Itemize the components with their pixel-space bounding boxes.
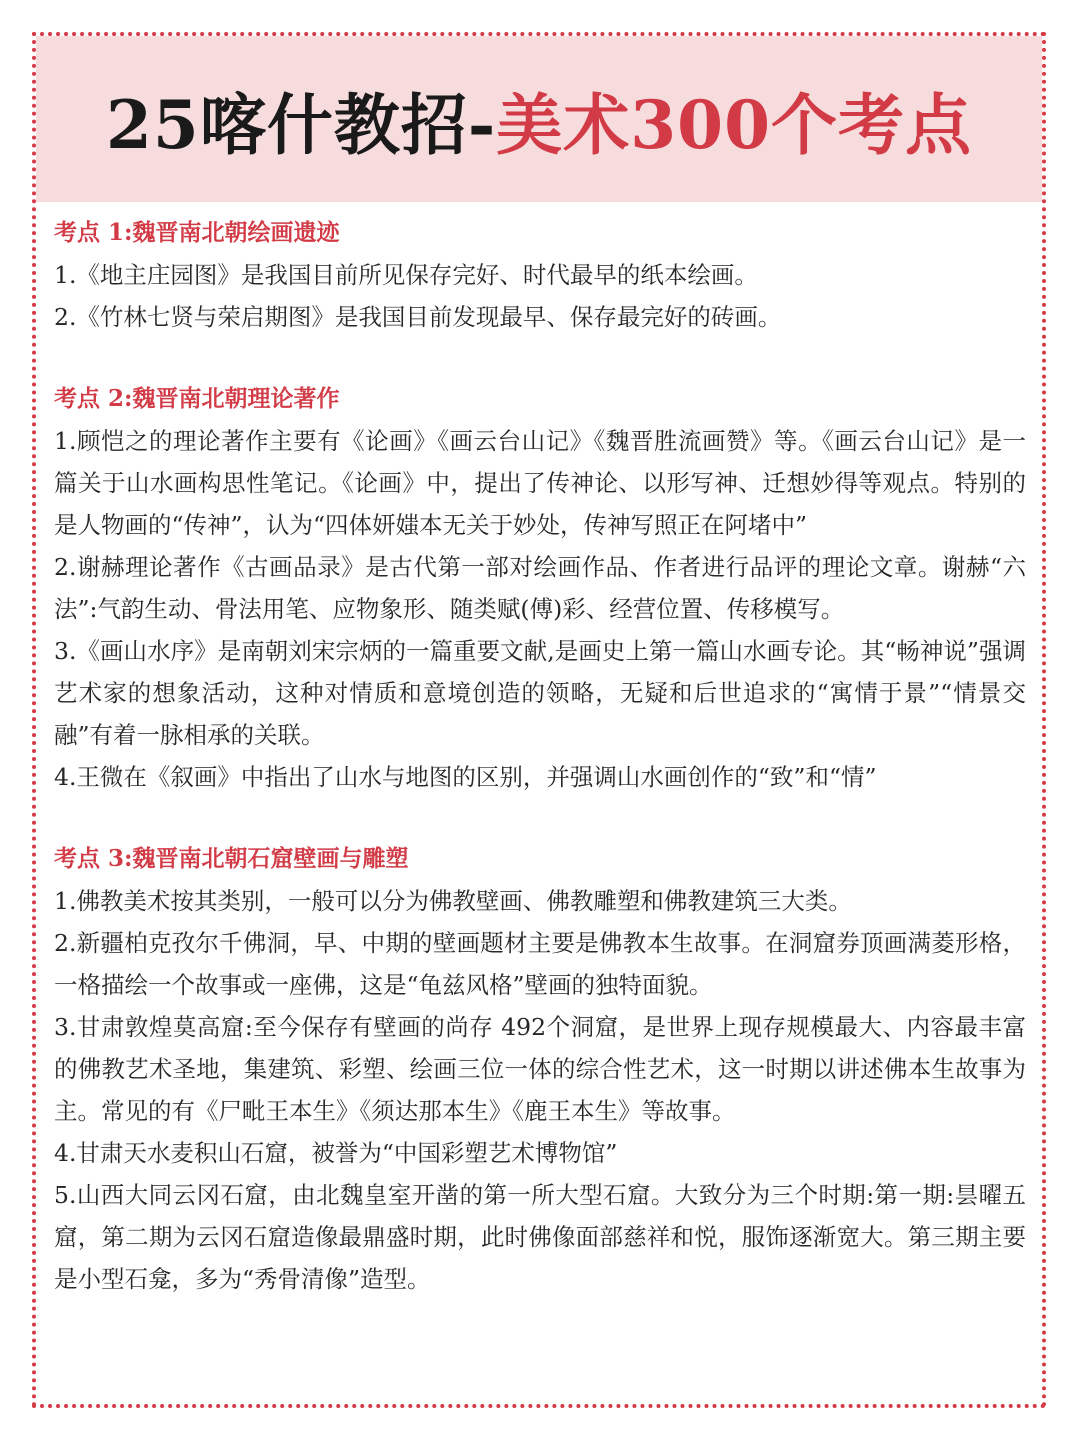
section-paragraph: 1.佛教美术按其类别，一般可以分为佛教壁画、佛教雕塑和佛教建筑三大类。 xyxy=(54,887,852,915)
title-banner xyxy=(36,36,1042,202)
content-body xyxy=(54,212,1026,1340)
section-paragraph: 2.《竹林七贤与荣启期图》是我国目前发现最早、保存最完好的砖画。 xyxy=(54,303,782,331)
section-heading: 考点 3:魏晋南北朝石窟壁画与雕塑 xyxy=(54,845,409,872)
section-heading: 考点 1:魏晋南北朝绘画遗迹 xyxy=(54,219,340,246)
section-paragraph: 1.顾恺之的理论著作主要有《论画》《画云台山记》《魏晋胜流画赞》等。《画云台山记》是一篇关于山水画构思性笔记。《论画》中，提出了传神论、以形写神、迁想妙得等观点。特别的是人物画的“传神”，认为“四体妍媸本无关于妙处，传神写照正在阿堵中” xyxy=(54,427,1026,539)
section-paragraph: 4.甘肃天水麦积山石窟，被誉为“中国彩塑艺术博物馆” xyxy=(54,1139,618,1167)
section-heading: 考点 2:魏晋南北朝理论著作 xyxy=(54,385,340,412)
section-paragraph: 4.王微在《叙画》中指出了山水与地图的区别，并强调山水画创作的“致”和“情” xyxy=(54,763,877,791)
title-part-topic: 美术300个考点 xyxy=(496,85,973,164)
section-3 xyxy=(54,838,1026,1300)
page-title xyxy=(106,72,972,167)
section-paragraph: 2.新疆柏克孜尔千佛洞，早、中期的壁画题材主要是佛教本生故事。在洞窟券顶画满菱形格，一格描绘一个故事或一座佛，这是“龟兹风格”壁画的独特面貌。 xyxy=(54,929,1026,999)
title-part-school: 25喀什教招- xyxy=(105,85,497,164)
section-paragraph: 1.《地主庄园图》是我国目前所见保存完好、时代最早的纸本绘画。 xyxy=(54,261,758,289)
section-paragraph: 5.山西大同云冈石窟，由北魏皇室开凿的第一所大型石窟。大致分为三个时期:第一期:昙曜五窟，第二期为云冈石窟造像最鼎盛时期，此时佛像面部慈祥和悦，服饰逐渐宽大。第三期主要是小型石龛，多为“秀骨清像”造型。 xyxy=(54,1181,1026,1293)
section-paragraph: 3.《画山水序》是南朝刘宋宗炳的一篇重要文献,是画史上第一篇山水画专论。其“畅神说”强调艺术家的想象活动，这种对情质和意境创造的领略，无疑和后世追求的“寓情于景”“情景交融”有着一脉相承的关联。 xyxy=(54,637,1026,749)
section-paragraph: 3.甘肃敦煌莫高窟:至今保存有壁画的尚存 492个洞窟，是世界上现存规模最大、内容最丰富的佛教艺术圣地，集建筑、彩塑、绘画三位一体的综合性艺术，这一时期以讲述佛本生故事为主。常见的有《尸毗王本生》《须达那本生》《鹿王本生》等故事。 xyxy=(54,1013,1026,1125)
section-2 xyxy=(54,378,1026,798)
section-1 xyxy=(54,212,1026,338)
section-paragraph: 2.谢赫理论著作《古画品录》是古代第一部对绘画作品、作者进行品评的理论文章。谢赫“六法”:气韵生动、骨法用笔、应物象形、随类赋(傅)彩、经营位置、传移模写。 xyxy=(54,553,1026,623)
